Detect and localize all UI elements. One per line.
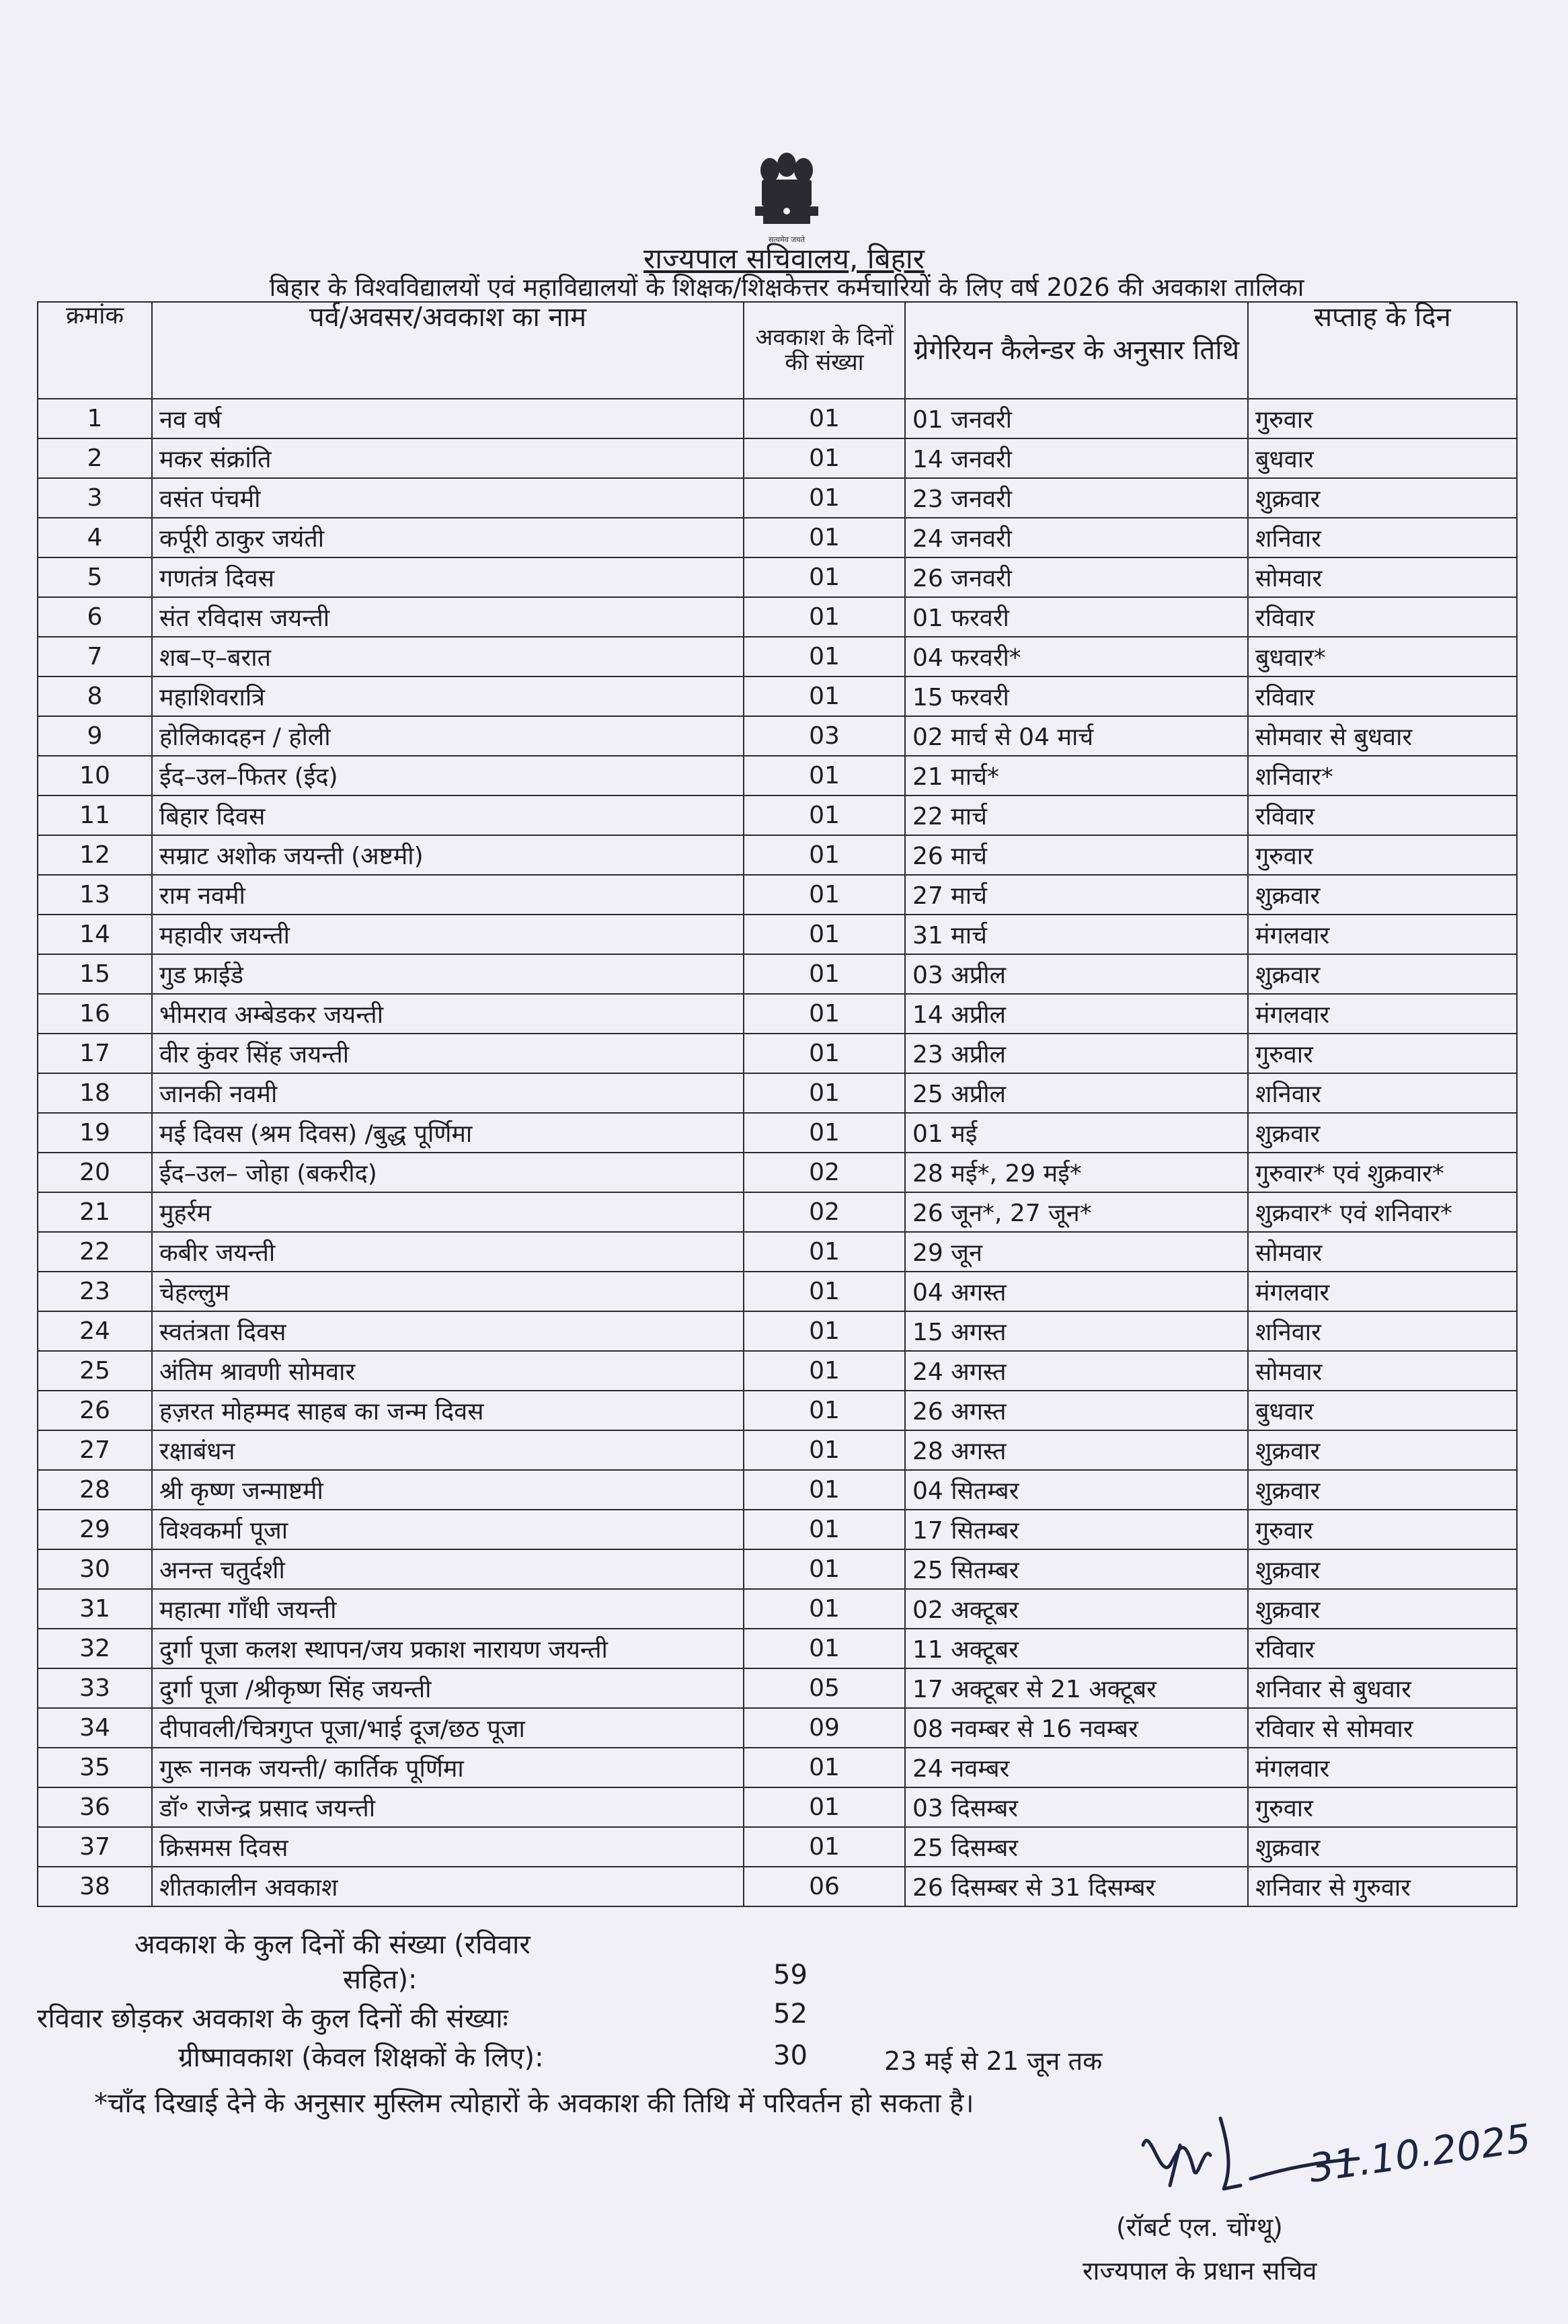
holiday-name-cell: मकर संक्रांति: [152, 438, 744, 478]
table-row: [38, 478, 1517, 518]
summer-vacation-value: 30: [773, 2040, 808, 2071]
holiday-name-cell: ईद–उल– जोहा (बकरीद): [152, 1153, 744, 1192]
days-count-cell: 05: [744, 1668, 905, 1708]
weekday-cell: शुक्रवार: [1248, 1549, 1517, 1589]
days-count-cell: 01: [744, 1272, 905, 1311]
days-count-cell: 01: [744, 676, 905, 716]
holiday-name-cell: हज़रत मोहम्मद साहब का जन्म दिवस: [152, 1391, 744, 1430]
days-count-cell: 01: [744, 796, 905, 835]
days-count-cell: 01: [744, 1034, 905, 1073]
table-header-row: [38, 302, 1517, 399]
weekday-cell: शुक्रवार: [1248, 875, 1517, 915]
summer-vacation-label: ग्रीष्मावकाश (केवल शिक्षकों के लिए):: [178, 2042, 544, 2073]
days-count-cell: 01: [744, 1549, 905, 1589]
holiday-name-cell: डॉ॰ राजेन्द्र प्रसाद जयन्ती: [152, 1787, 744, 1827]
table-row: [38, 1510, 1517, 1549]
days-count-cell: 01: [744, 875, 905, 915]
holiday-name-cell: महाशिवरात्रि: [152, 676, 744, 716]
serial-cell: 23: [38, 1272, 152, 1311]
holiday-name-cell: होलिकादहन / होली: [152, 716, 744, 756]
date-cell: 03 अप्रील: [905, 954, 1248, 994]
table-row: [38, 756, 1517, 796]
serial-cell: 4: [38, 518, 152, 557]
table-row: [38, 835, 1517, 875]
date-cell: 28 मई*, 29 मई*: [905, 1153, 1248, 1192]
days-count-cell: 01: [744, 1470, 905, 1510]
weekday-cell: शनिवार: [1248, 1073, 1517, 1113]
holiday-name-cell: भीमराव अम्बेडकर जयन्ती: [152, 994, 744, 1034]
days-count-cell: 01: [744, 518, 905, 557]
holiday-name-cell: स्वतंत्रता दिवस: [152, 1311, 744, 1351]
serial-cell: 38: [38, 1867, 152, 1906]
date-cell: 02 मार्च से 04 मार्च: [905, 716, 1248, 756]
days-count-cell: 01: [744, 1787, 905, 1827]
table-row: [38, 954, 1517, 994]
days-count-cell: 02: [744, 1192, 905, 1232]
date-cell: 02 अक्टूबर: [905, 1589, 1248, 1629]
days-count-cell: 01: [744, 1232, 905, 1272]
weekday-cell: गुरुवार: [1248, 1510, 1517, 1549]
table-row: [38, 796, 1517, 835]
serial-cell: 11: [38, 796, 152, 835]
table-row: [38, 438, 1517, 478]
date-cell: 17 अक्टूबर से 21 अक्टूबर: [905, 1668, 1248, 1708]
weekday-cell: गुरुवार: [1248, 399, 1517, 438]
serial-cell: 28: [38, 1470, 152, 1510]
weekday-cell: शुक्रवार: [1248, 1827, 1517, 1867]
weekday-cell: बुधवार: [1248, 1391, 1517, 1430]
state-emblem-icon: [743, 145, 830, 252]
holiday-name-cell: गुरू नानक जयन्ती/ कार्तिक पूर्णिमा: [152, 1748, 744, 1787]
signature-date: 31.10.2025: [1306, 2115, 1534, 2192]
table-row: [38, 1629, 1517, 1668]
weekday-cell: शनिवार से बुधवार: [1248, 1668, 1517, 1708]
serial-cell: 37: [38, 1827, 152, 1867]
days-count-cell: 01: [744, 1351, 905, 1391]
serial-cell: 1: [38, 399, 152, 438]
days-count-cell: 01: [744, 1113, 905, 1153]
days-count-cell: 01: [744, 835, 905, 875]
date-cell: 28 अगस्त: [905, 1430, 1248, 1470]
weekday-cell: सोमवार: [1248, 1351, 1517, 1391]
date-cell: 04 सितम्बर: [905, 1470, 1248, 1510]
date-cell: 25 अप्रील: [905, 1073, 1248, 1113]
date-cell: 04 अगस्त: [905, 1272, 1248, 1311]
serial-cell: 6: [38, 597, 152, 637]
holiday-name-cell: वीर कुंवर सिंह जयन्ती: [152, 1034, 744, 1073]
days-count-cell: 01: [744, 478, 905, 518]
days-count-cell: 01: [744, 557, 905, 597]
holiday-name-cell: जानकी नवमी: [152, 1073, 744, 1113]
holiday-name-cell: श्री कृष्ण जन्माष्टमी: [152, 1470, 744, 1510]
table-row: [38, 1232, 1517, 1272]
header-weekday: सप्ताह के दिन: [1248, 302, 1517, 399]
table-row: [38, 676, 1517, 716]
weekday-cell: शुक्रवार: [1248, 1430, 1517, 1470]
table-row: [38, 637, 1517, 676]
date-cell: 04 फरवरी*: [905, 637, 1248, 676]
serial-cell: 36: [38, 1787, 152, 1827]
weekday-cell: शुक्रवार: [1248, 1589, 1517, 1629]
serial-cell: 30: [38, 1549, 152, 1589]
summer-vacation-range: 23 मई से 21 जून तक: [884, 2046, 1103, 2076]
serial-cell: 24: [38, 1311, 152, 1351]
holiday-name-cell: कबीर जयन्ती: [152, 1232, 744, 1272]
holiday-name-cell: चेहल्लुम: [152, 1272, 744, 1311]
weekday-cell: शुक्रवार: [1248, 1113, 1517, 1153]
date-cell: 17 सितम्बर: [905, 1510, 1248, 1549]
date-cell: 26 जून*, 27 जून*: [905, 1192, 1248, 1232]
days-count-cell: 01: [744, 1827, 905, 1867]
serial-cell: 29: [38, 1510, 152, 1549]
date-cell: 22 मार्च: [905, 796, 1248, 835]
table-row: [38, 716, 1517, 756]
serial-cell: 14: [38, 915, 152, 954]
weekday-cell: शुक्रवार* एवं शनिवार*: [1248, 1192, 1517, 1232]
header-date: ग्रेगेरियन कैलेन्डर के अनुसार तिथि: [905, 302, 1248, 399]
table-row: [38, 1113, 1517, 1153]
date-cell: 27 मार्च: [905, 875, 1248, 915]
days-count-cell: 01: [744, 1510, 905, 1549]
holiday-name-cell: शीतकालीन अवकाश: [152, 1867, 744, 1906]
days-count-cell: 01: [744, 1748, 905, 1787]
date-cell: 11 अक्टूबर: [905, 1629, 1248, 1668]
weekday-cell: रविवार: [1248, 676, 1517, 716]
table-row: [38, 875, 1517, 915]
holiday-name-cell: गुड फ्राईडे: [152, 954, 744, 994]
serial-cell: 22: [38, 1232, 152, 1272]
serial-cell: 26: [38, 1391, 152, 1430]
table-row: [38, 1470, 1517, 1510]
weekday-cell: सोमवार से बुधवार: [1248, 716, 1517, 756]
date-cell: 01 मई: [905, 1113, 1248, 1153]
weekday-cell: मंगलवार: [1248, 994, 1517, 1034]
signatory-designation: राज्यपाल के प्रधान सचिव: [1083, 2256, 1317, 2286]
date-cell: 08 नवम्बर से 16 नवम्बर: [905, 1708, 1248, 1748]
weekday-cell: बुधवार: [1248, 438, 1517, 478]
header-serial: क्रमांक: [38, 302, 152, 399]
total-days-label-cont: सहित):: [343, 1964, 418, 1995]
weekday-cell: मंगलवार: [1248, 1748, 1517, 1787]
date-cell: 01 फरवरी: [905, 597, 1248, 637]
date-cell: 26 जनवरी: [905, 557, 1248, 597]
serial-cell: 3: [38, 478, 152, 518]
date-cell: 31 मार्च: [905, 915, 1248, 954]
table-row: [38, 1748, 1517, 1787]
table-row: [38, 1549, 1517, 1589]
holiday-name-cell: विश्वकर्मा पूजा: [152, 1510, 744, 1549]
office-title: राज्यपाल सचिवालय, बिहार: [643, 242, 925, 275]
days-count-cell: 01: [744, 597, 905, 637]
days-count-cell: 09: [744, 1708, 905, 1748]
date-cell: 26 मार्च: [905, 835, 1248, 875]
date-cell: 24 नवम्बर: [905, 1748, 1248, 1787]
excl-sunday-value: 52: [773, 1999, 808, 2029]
serial-cell: 32: [38, 1629, 152, 1668]
holiday-name-cell: दुर्गा पूजा /श्रीकृष्ण सिंह जयन्ती: [152, 1668, 744, 1708]
days-count-cell: 06: [744, 1867, 905, 1906]
serial-cell: 25: [38, 1351, 152, 1391]
days-count-cell: 01: [744, 438, 905, 478]
table-row: [38, 1787, 1517, 1827]
weekday-cell: रविवार से सोमवार: [1248, 1708, 1517, 1748]
table-row: [38, 518, 1517, 557]
weekday-cell: मंगलवार: [1248, 915, 1517, 954]
table-row: [38, 1351, 1517, 1391]
holiday-name-cell: रक्षाबंधन: [152, 1430, 744, 1470]
days-count-cell: 01: [744, 399, 905, 438]
holiday-name-cell: संत रविदास जयन्ती: [152, 597, 744, 637]
weekday-cell: शुक्रवार: [1248, 478, 1517, 518]
table-row: [38, 1192, 1517, 1232]
days-count-cell: 01: [744, 915, 905, 954]
table-row: [38, 1311, 1517, 1351]
date-cell: 23 जनवरी: [905, 478, 1248, 518]
serial-cell: 16: [38, 994, 152, 1034]
table-row: [38, 1391, 1517, 1430]
serial-cell: 27: [38, 1430, 152, 1470]
days-count-cell: 01: [744, 1391, 905, 1430]
weekday-cell: सोमवार: [1248, 557, 1517, 597]
weekday-cell: शनिवार: [1248, 1311, 1517, 1351]
days-count-cell: 03: [744, 716, 905, 756]
table-row: [38, 1073, 1517, 1113]
weekday-cell: गुरुवार: [1248, 1787, 1517, 1827]
holiday-name-cell: गणतंत्र दिवस: [152, 557, 744, 597]
table-row: [38, 1668, 1517, 1708]
holiday-name-cell: राम नवमी: [152, 875, 744, 915]
serial-cell: 35: [38, 1748, 152, 1787]
holiday-name-cell: वसंत पंचमी: [152, 478, 744, 518]
date-cell: 26 दिसम्बर से 31 दिसम्बर: [905, 1867, 1248, 1906]
excl-sunday-label: रविवार छोड़कर अवकाश के कुल दिनों की संख्याः: [37, 2003, 508, 2034]
table-row: [38, 1867, 1517, 1906]
emblem-caption: सत्यमेव जयते: [768, 235, 806, 244]
serial-cell: 13: [38, 875, 152, 915]
date-cell: 15 अगस्त: [905, 1311, 1248, 1351]
serial-cell: 7: [38, 637, 152, 676]
holiday-name-cell: शब–ए–बरात: [152, 637, 744, 676]
table-row: [38, 557, 1517, 597]
document-subtitle: बिहार के विश्वविद्यालयों एवं महाविद्यालयों के शिक्षक/शिक्षकेत्तर कर्मचारियों के लिए वर्ष 2026 की अवकाश तालिका: [269, 273, 1304, 302]
days-count-cell: 01: [744, 756, 905, 796]
date-cell: 25 दिसम्बर: [905, 1827, 1248, 1867]
serial-cell: 15: [38, 954, 152, 994]
weekday-cell: मंगलवार: [1248, 1272, 1517, 1311]
holiday-name-cell: सम्राट अशोक जयन्ती (अष्टमी): [152, 835, 744, 875]
weekday-cell: रविवार: [1248, 796, 1517, 835]
serial-cell: 8: [38, 676, 152, 716]
serial-cell: 20: [38, 1153, 152, 1192]
days-count-cell: 01: [744, 1311, 905, 1351]
total-days-label: अवकाश के कुल दिनों की संख्या (रविवार: [134, 1929, 531, 1960]
date-cell: 14 जनवरी: [905, 438, 1248, 478]
holiday-name-cell: नव वर्ष: [152, 399, 744, 438]
date-cell: 24 जनवरी: [905, 518, 1248, 557]
total-days-value: 59: [773, 1960, 808, 1990]
serial-cell: 2: [38, 438, 152, 478]
table-row: [38, 399, 1517, 438]
weekday-cell: गुरुवार* एवं शुक्रवार*: [1248, 1153, 1517, 1192]
weekday-cell: रविवार: [1248, 1629, 1517, 1668]
date-cell: 29 जून: [905, 1232, 1248, 1272]
weekday-cell: शुक्रवार: [1248, 1470, 1517, 1510]
days-count-cell: 01: [744, 637, 905, 676]
serial-cell: 9: [38, 716, 152, 756]
footnote: *चाँद दिखाई देने के अनुसार मुस्लिम त्योहारों के अवकाश की तिथि में परिवर्तन हो सकता है।: [94, 2088, 974, 2119]
holiday-name-cell: कर्पूरी ठाकुर जयंती: [152, 518, 744, 557]
table-row: [38, 1430, 1517, 1470]
holiday-name-cell: बिहार दिवस: [152, 796, 744, 835]
serial-cell: 34: [38, 1708, 152, 1748]
holiday-name-cell: महावीर जयन्ती: [152, 915, 744, 954]
serial-cell: 21: [38, 1192, 152, 1232]
serial-cell: 10: [38, 756, 152, 796]
holiday-table: [37, 301, 1518, 1907]
weekday-cell: शनिवार: [1248, 518, 1517, 557]
weekday-cell: शनिवार*: [1248, 756, 1517, 796]
serial-cell: 18: [38, 1073, 152, 1113]
weekday-cell: गुरुवार: [1248, 1034, 1517, 1073]
table-row: [38, 1272, 1517, 1311]
holiday-name-cell: अनन्त चतुर्दशी: [152, 1549, 744, 1589]
date-cell: 25 सितम्बर: [905, 1549, 1248, 1589]
table-row: [38, 1153, 1517, 1192]
days-count-cell: 01: [744, 1589, 905, 1629]
serial-cell: 31: [38, 1589, 152, 1629]
header-days: अवकाश के दिनों की संख्या: [744, 302, 905, 399]
weekday-cell: शनिवार से गुरुवार: [1248, 1867, 1517, 1906]
holiday-name-cell: मई दिवस (श्रम दिवस) /बुद्ध पूर्णिमा: [152, 1113, 744, 1153]
weekday-cell: सोमवार: [1248, 1232, 1517, 1272]
table-row: [38, 994, 1517, 1034]
serial-cell: 19: [38, 1113, 152, 1153]
serial-cell: 5: [38, 557, 152, 597]
date-cell: 01 जनवरी: [905, 399, 1248, 438]
serial-cell: 12: [38, 835, 152, 875]
holiday-name-cell: ईद–उल–फितर (ईद): [152, 756, 744, 796]
date-cell: 23 अप्रील: [905, 1034, 1248, 1073]
header-name: पर्व/अवसर/अवकाश का नाम: [152, 302, 744, 399]
serial-cell: 17: [38, 1034, 152, 1073]
weekday-cell: बुधवार*: [1248, 637, 1517, 676]
table-row: [38, 1708, 1517, 1748]
weekday-cell: रविवार: [1248, 597, 1517, 637]
holiday-name-cell: अंतिम श्रावणी सोमवार: [152, 1351, 744, 1391]
signatory-name: (रॉबर्ट एल. चोंग्थू): [1116, 2212, 1283, 2242]
table-row: [38, 1589, 1517, 1629]
days-count-cell: 02: [744, 1153, 905, 1192]
weekday-cell: शुक्रवार: [1248, 954, 1517, 994]
days-count-cell: 01: [744, 1430, 905, 1470]
date-cell: 03 दिसम्बर: [905, 1787, 1248, 1827]
days-count-cell: 01: [744, 1629, 905, 1668]
holiday-name-cell: दीपावली/चित्रगुप्त पूजा/भाई दूज/छठ पूजा: [152, 1708, 744, 1748]
days-count-cell: 01: [744, 954, 905, 994]
date-cell: 15 फरवरी: [905, 676, 1248, 716]
date-cell: 14 अप्रील: [905, 994, 1248, 1034]
days-count-cell: 01: [744, 1073, 905, 1113]
serial-cell: 33: [38, 1668, 152, 1708]
holiday-name-cell: मुहर्रम: [152, 1192, 744, 1232]
holiday-name-cell: दुर्गा पूजा कलश स्थापन/जय प्रकाश नारायण जयन्ती: [152, 1629, 744, 1668]
holiday-name-cell: क्रिसमस दिवस: [152, 1827, 744, 1867]
holiday-name-cell: महात्मा गाँधी जयन्ती: [152, 1589, 744, 1629]
handwritten-signature: [1130, 2105, 1534, 2206]
table-row: [38, 1827, 1517, 1867]
date-cell: 21 मार्च*: [905, 756, 1248, 796]
date-cell: 24 अगस्त: [905, 1351, 1248, 1391]
weekday-cell: गुरुवार: [1248, 835, 1517, 875]
table-row: [38, 597, 1517, 637]
date-cell: 26 अगस्त: [905, 1391, 1248, 1430]
table-row: [38, 915, 1517, 954]
days-count-cell: 01: [744, 994, 905, 1034]
table-row: [38, 1034, 1517, 1073]
